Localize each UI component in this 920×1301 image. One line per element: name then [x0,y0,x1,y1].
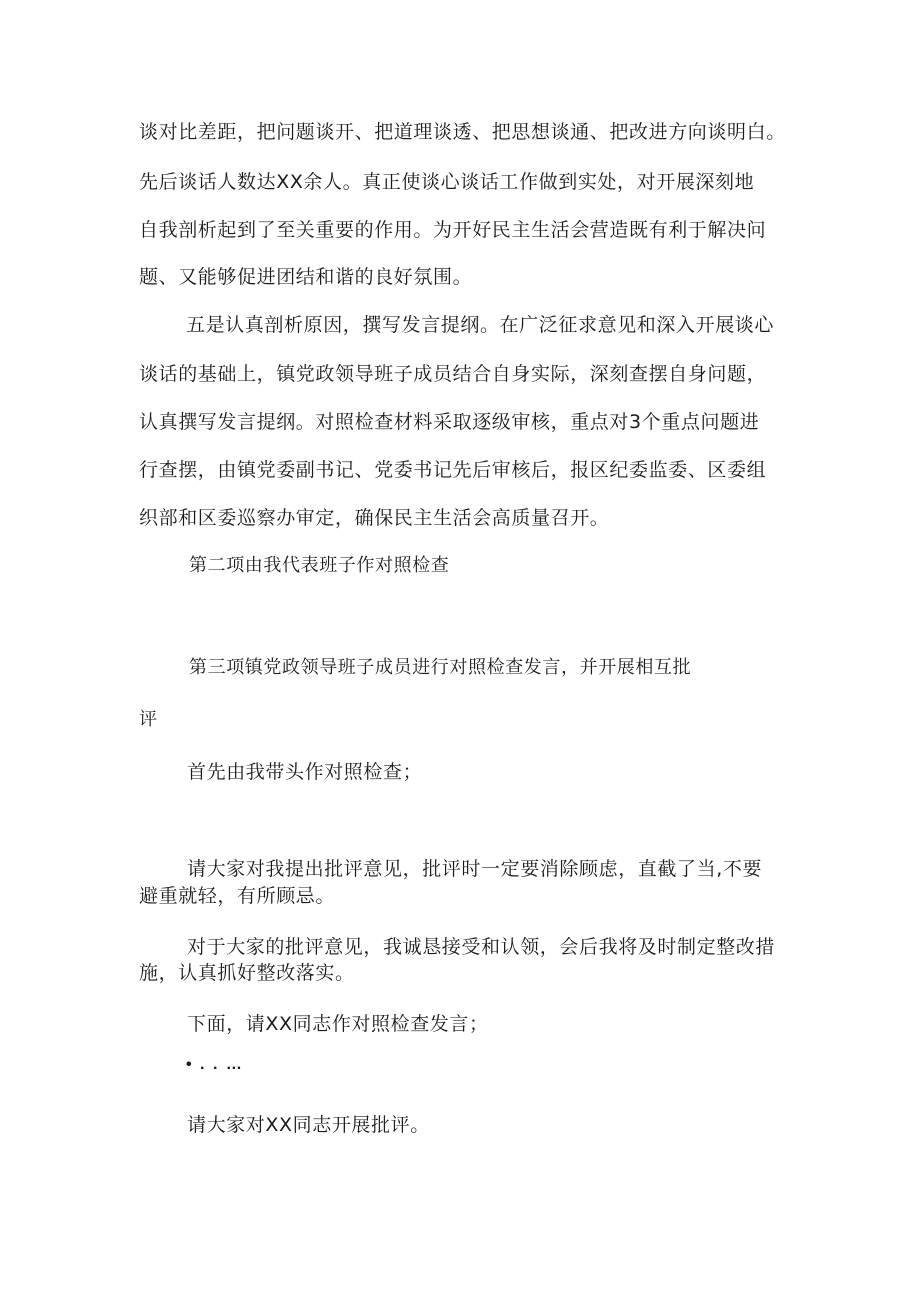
text-line: 行查摆，由镇党委副书记、党委书记先后审核后，报区纪委监委、区委组 [139,459,767,481]
paragraph-start: 对于大家的批评意见，我诚恳接受和认领，会后我将及时制定整改措 [187,936,776,958]
ellipsis-marker: • . . … [186,1056,244,1073]
text-line: 施，认真抓好整改落实。 [139,962,355,984]
text-line: 评 [139,709,158,730]
paragraph-start: 请大家对XX同志开展批评。 [187,1114,430,1136]
paragraph-start: 下面，请XX同志作对照检查发言； [187,1013,489,1035]
section-heading: 第二项由我代表班子作对照检查 [189,555,450,576]
text-line: 谈对比差距，把问题谈开、把道理谈透、把思想谈通、把改进方向谈明白。 [139,121,786,143]
text-line: 谈话的基础上，镇党政领导班子成员结合自身实际，深刻查摆自身问题， [139,363,767,385]
text-line: 织部和区委巡察办审定，确保民主生活会高质量召开。 [139,507,610,529]
section-heading: 第三项镇党政领导班子成员进行对照检查发言，并开展相互批 [189,657,692,678]
paragraph-start: 五是认真剖析原因，撰写发言提纲。在广泛征求意见和深入开展谈心 [186,314,775,336]
text-line: 题、又能够促进团结和谐的良好氛围。 [139,266,473,288]
paragraph-start: 请大家对我提出批评意见，批评时一定要消除顾虑，直截了当,不要 [187,858,763,880]
text-line: 先后谈话人数达XX余人。真正使谈心谈话工作做到实处，对开展深刻地 [139,171,755,193]
text-line: 自我剖析起到了至关重要的作用。为开好民主生活会营造既有利于解决问 [139,219,767,241]
paragraph-start: 首先由我带头作对照检查； [187,761,423,783]
text-line: 避重就轻，有所顾忌。 [139,885,336,907]
text-line: 认真撰写发言提纲。对照检查材料采取逐级审核，重点对3个重点问题进 [139,411,760,433]
